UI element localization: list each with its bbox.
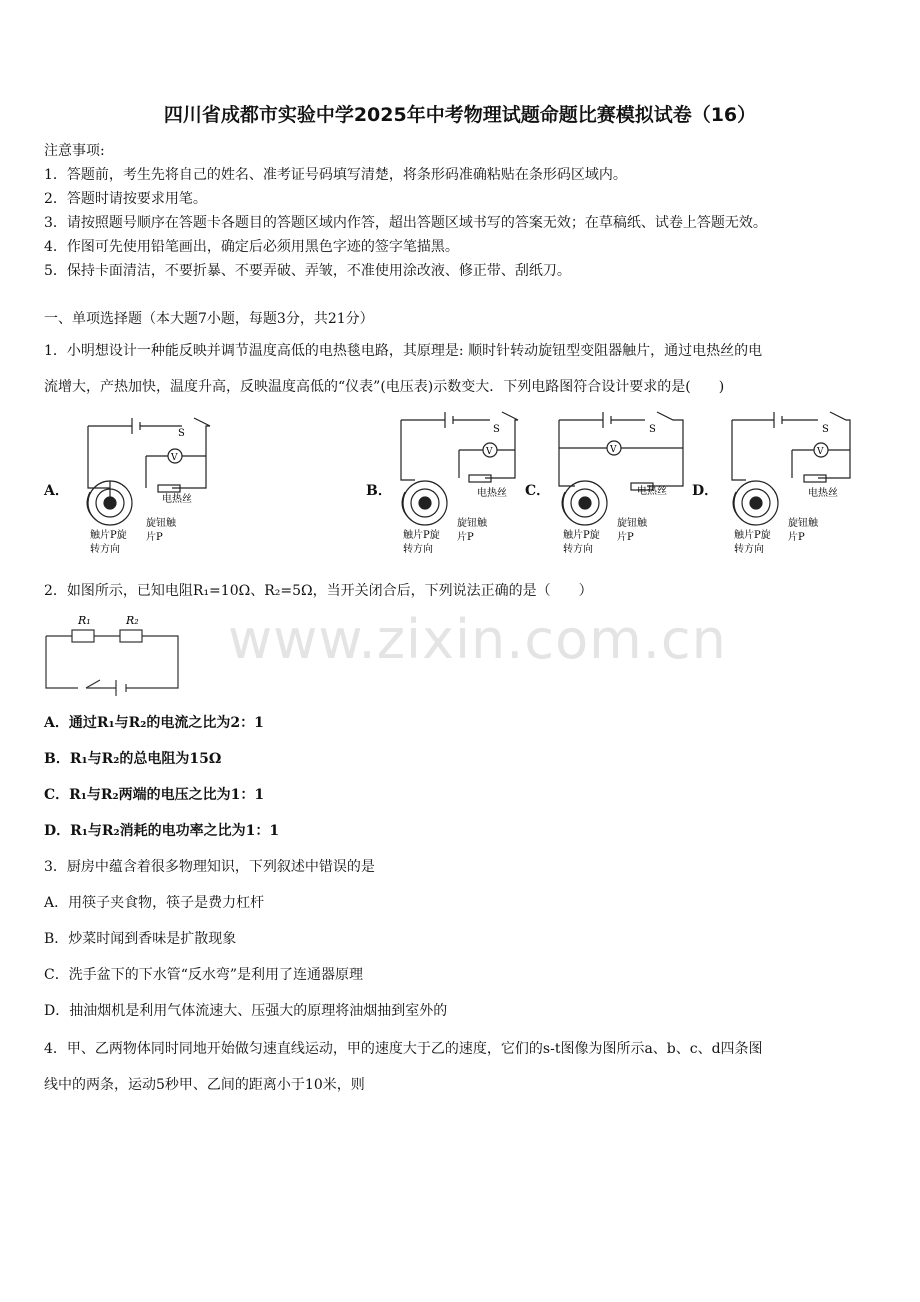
svg-text:电热丝: 电热丝 <box>808 488 838 499</box>
circuit-c <box>545 408 695 560</box>
svg-text:触片P旋: 触片P旋 <box>734 530 771 541</box>
svg-text:S: S <box>822 424 829 435</box>
r2-label: R₂ <box>126 614 139 627</box>
svg-text:S: S <box>649 424 656 435</box>
q1-option-c-label: C． <box>525 483 551 499</box>
circuit-b <box>385 408 535 560</box>
question-2-stem: 2．如图所示，已知电阻R₁=10Ω、R₂=5Ω，当开关闭合后，下列说法正确的是（ ） <box>44 583 593 599</box>
q3-option-a: A．用筷子夹食物，筷子是费力杠杆 <box>44 895 265 911</box>
circuit-d <box>716 408 866 560</box>
notes-heading: 注意事项: <box>44 143 105 159</box>
svg-text:片P: 片P <box>788 532 805 543</box>
q2-option-a: A．通过R₁与R₂的电流之比为2：1 <box>44 715 264 731</box>
svg-text:转方向: 转方向 <box>403 544 433 555</box>
circuit-a <box>70 408 230 560</box>
svg-text:旋钮触: 旋钮触 <box>457 518 487 529</box>
svg-text:电热丝: 电热丝 <box>637 486 667 497</box>
svg-text:触片P旋: 触片P旋 <box>403 530 440 541</box>
svg-text:片P: 片P <box>617 532 634 543</box>
page-title: 四川省成都市实验中学2025年中考物理试题命题比赛模拟试卷（16） <box>163 104 757 126</box>
svg-text:电热丝: 电热丝 <box>477 488 507 499</box>
svg-text:V: V <box>610 445 617 455</box>
question-1-line1: 1．小明想设计一种能反映并调节温度高低的电热毯电路，其原理是: 顺时针转动旋钮型变阻器触片，通过电热丝的电 <box>44 343 763 359</box>
circuit-q2 <box>42 612 184 696</box>
note-item: 4．作图可先使用铅笔画出，确定后必须用黑色字迹的签字笔描黑。 <box>44 239 459 255</box>
q1-option-a-label: A． <box>44 483 69 499</box>
q1-option-d-label: D． <box>692 483 719 499</box>
question-4-line1: 4．甲、乙两物体同时同地开始做匀速直线运动，甲的速度大于乙的速度，它们的s-t图像为图所示a、b、c、d四条图 <box>44 1041 763 1057</box>
q3-option-c: C．洗手盆下的下水管“反水弯”是利用了连通器原理 <box>44 967 364 983</box>
svg-text:旋钮触: 旋钮触 <box>788 518 818 529</box>
q3-option-b: B．炒菜时闻到香味是扩散现象 <box>44 931 237 947</box>
question-3-stem: 3．厨房中蕴含着很多物理知识，下列叙述中错误的是 <box>44 859 375 875</box>
heater-label: 电热丝 <box>162 494 192 505</box>
switch-label: S <box>178 428 185 439</box>
svg-text:触片P旋: 触片P旋 <box>90 530 127 541</box>
svg-text:转方向: 转方向 <box>90 544 120 555</box>
svg-text:转方向: 转方向 <box>734 544 764 555</box>
note-item: 1．答题前，考生先将自己的姓名、准考证号码填写清楚，将条形码准确粘贴在条形码区域内。 <box>44 167 627 183</box>
q2-option-c: C．R₁与R₂两端的电压之比为1：1 <box>44 787 265 803</box>
svg-text:S: S <box>493 424 500 435</box>
r1-label: R₁ <box>78 614 91 627</box>
voltmeter-label: V <box>171 453 178 463</box>
q2-option-b: B．R₁与R₂的总电阻为15Ω <box>44 751 222 767</box>
svg-text:片P: 片P <box>146 532 163 543</box>
note-item: 5．保持卡面清洁，不要折暴、不要弄破、弄皱，不准使用涂改液、修正带、刮纸刀。 <box>44 263 571 279</box>
watermark: www.zixin.com.cn <box>228 608 727 671</box>
svg-text:转方向: 转方向 <box>563 544 593 555</box>
section-heading: 一、单项选择题（本大题7小题，每题3分，共21分） <box>44 311 374 327</box>
svg-text:V: V <box>486 447 493 457</box>
svg-text:旋钮触: 旋钮触 <box>617 518 647 529</box>
question-1-line2: 流增大，产热加快，温度升高，反映温度高低的“仪表”(电压表)示数变大．下列电路图符合设计要求的是( ) <box>44 379 725 395</box>
question-4-line2: 线中的两条，运动5秒甲、乙间的距离小于10米，则 <box>44 1077 365 1093</box>
svg-text:旋钮触: 旋钮触 <box>146 518 176 529</box>
note-item: 2．答题时请按要求用笔。 <box>44 191 207 207</box>
q3-option-d: D．抽油烟机是利用气体流速大、压强大的原理将油烟抽到室外的 <box>44 1003 448 1019</box>
svg-text:V: V <box>817 447 824 457</box>
q2-option-d: D．R₁与R₂消耗的电功率之比为1：1 <box>44 823 280 839</box>
q1-option-b-label: B． <box>366 483 392 499</box>
svg-text:触片P旋: 触片P旋 <box>563 530 600 541</box>
svg-text:片P: 片P <box>457 532 474 543</box>
note-item: 3．请按照题号顺序在答题卡各题目的答题区域内作答，超出答题区域书写的答案无效；在草稿纸、试卷上答题无效。 <box>44 215 767 231</box>
